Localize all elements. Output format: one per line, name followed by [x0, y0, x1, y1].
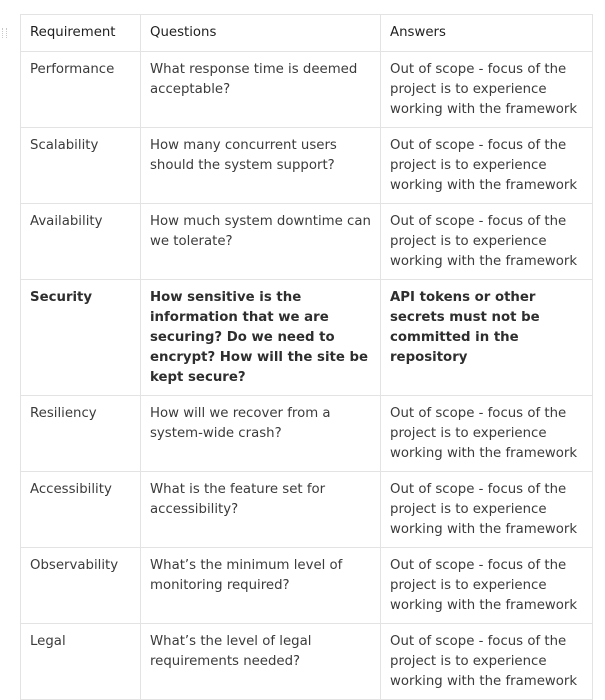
cell-answer: Out of scope - focus of the project is to experience working with the framework: [381, 548, 593, 624]
cell-question: How will we recover from a system-wide crash?: [141, 396, 381, 472]
table-row: [21, 472, 593, 548]
cell-requirement: Observability: [21, 548, 141, 624]
cell-question: What is the feature set for accessibility?: [141, 472, 381, 548]
header-questions: Questions: [141, 15, 381, 52]
drag-handle[interactable]: [2, 28, 7, 38]
requirements-table: [20, 14, 593, 700]
cell-requirement: Legal: [21, 624, 141, 700]
cell-question: How much system downtime can we tolerate?: [141, 204, 381, 280]
cell-answer: API tokens or other secrets must not be committed in the repository: [381, 280, 593, 396]
table-row: [21, 624, 593, 700]
header-answers: Answers: [381, 15, 593, 52]
cell-question: What’s the level of legal requirements needed?: [141, 624, 381, 700]
cell-requirement: Resiliency: [21, 396, 141, 472]
cell-answer: Out of scope - focus of the project is to experience working with the framework: [381, 128, 593, 204]
cell-requirement: Performance: [21, 52, 141, 128]
cell-requirement: Accessibility: [21, 472, 141, 548]
table-header-row: [21, 15, 593, 52]
cell-answer: Out of scope - focus of the project is to experience working with the framework: [381, 472, 593, 548]
table-row: [21, 204, 593, 280]
table-row: [21, 128, 593, 204]
table-row: [21, 52, 593, 128]
cell-requirement: Availability: [21, 204, 141, 280]
cell-answer: Out of scope - focus of the project is to experience working with the framework: [381, 396, 593, 472]
table-row: [21, 280, 593, 396]
header-requirement: Requirement: [21, 15, 141, 52]
cell-requirement: Security: [21, 280, 141, 396]
table-row: [21, 396, 593, 472]
cell-question: How sensitive is the information that we are securing? Do we need to encrypt? How will the site be kept secure?: [141, 280, 381, 396]
cell-answer: Out of scope - focus of the project is to experience working with the framework: [381, 204, 593, 280]
cell-question: What response time is deemed acceptable?: [141, 52, 381, 128]
cell-question: What’s the minimum level of monitoring required?: [141, 548, 381, 624]
table-row: [21, 548, 593, 624]
cell-answer: Out of scope - focus of the project is to experience working with the framework: [381, 52, 593, 128]
cell-answer: Out of scope - focus of the project is to experience working with the framework: [381, 624, 593, 700]
cell-question: How many concurrent users should the system support?: [141, 128, 381, 204]
cell-requirement: Scalability: [21, 128, 141, 204]
